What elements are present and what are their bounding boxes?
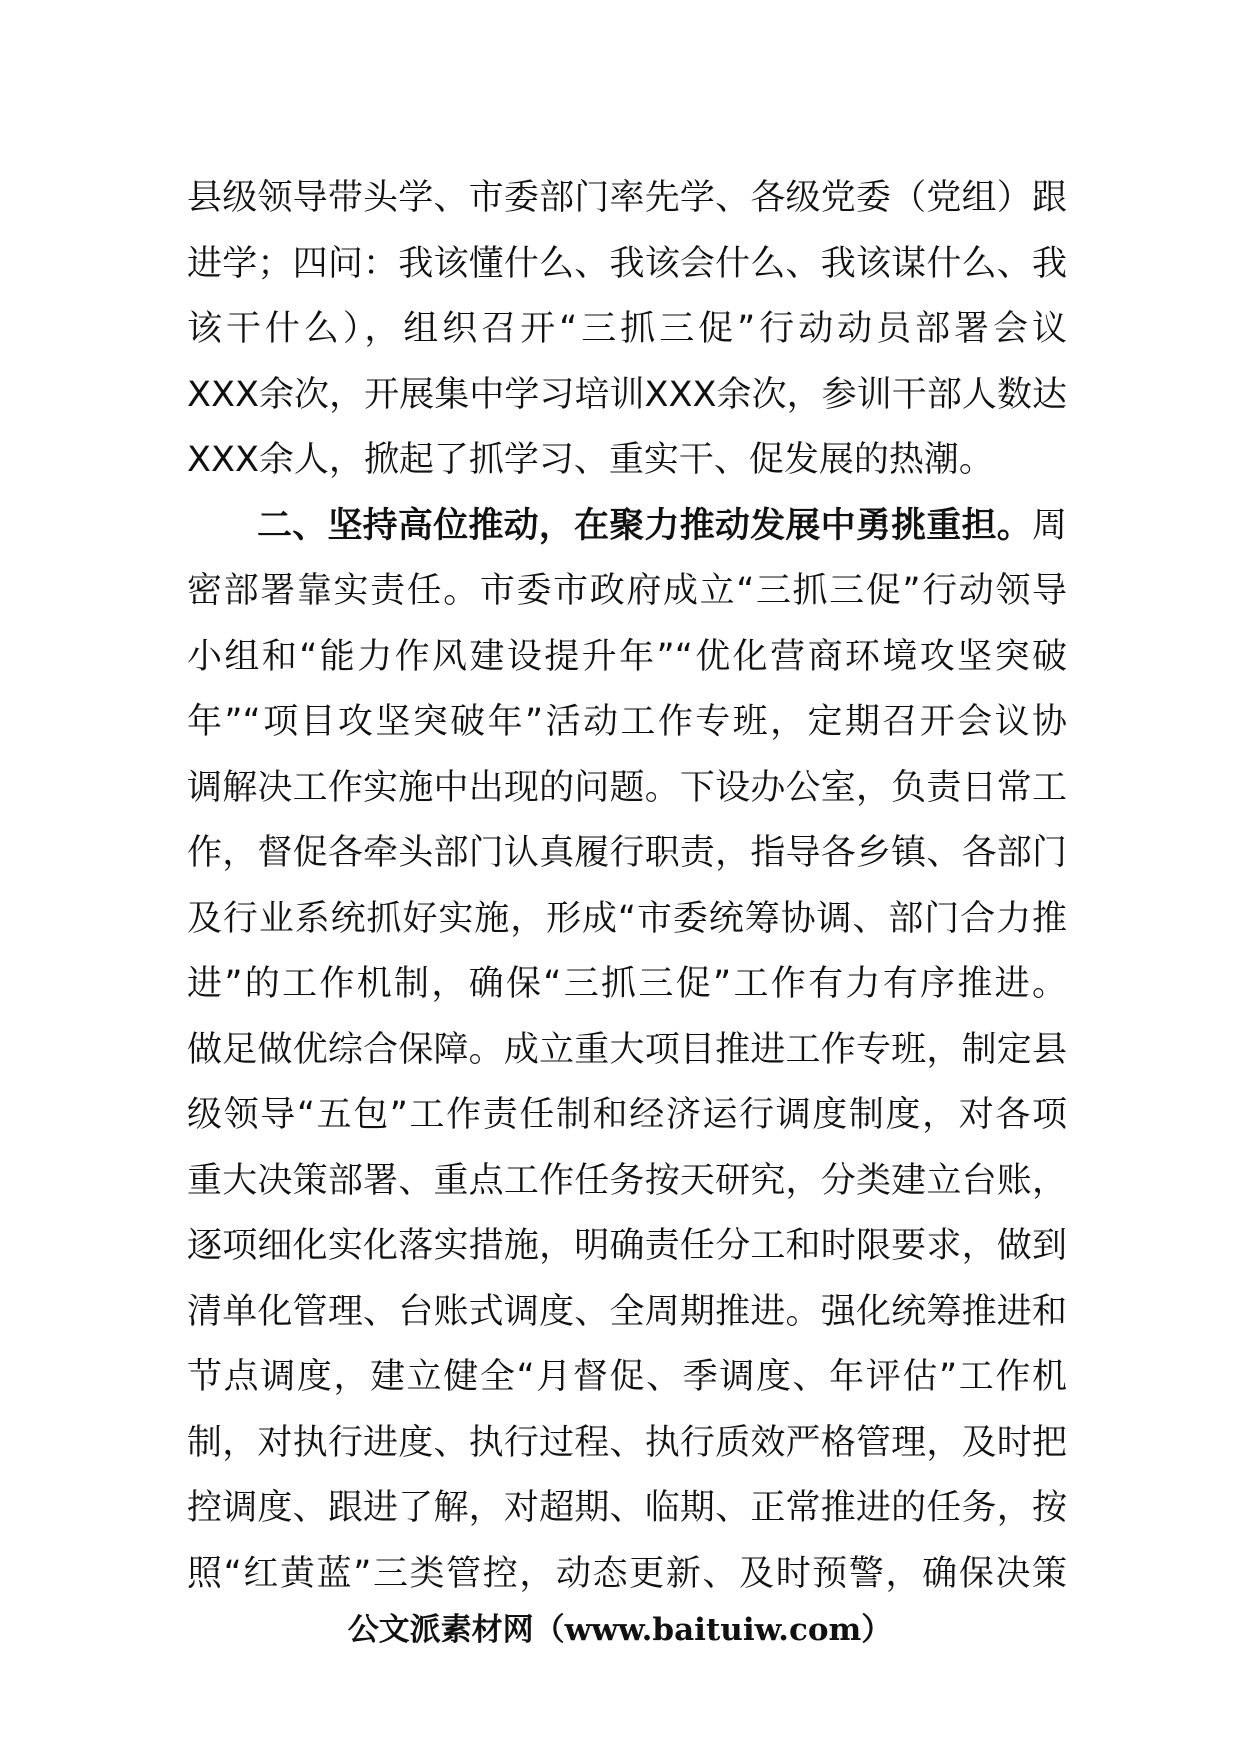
paragraph-line: 密部署靠实责任。市委市政府成立“三抓三促”行动领导 bbox=[187, 571, 1067, 611]
paragraph-line: 做足做优综合保障。成立重大项目推进工作专班，制定县 bbox=[187, 1029, 1067, 1070]
paragraph-line: 县级领导带头学、市委部门率先学、各级党委（党组）跟 bbox=[187, 178, 1067, 218]
paragraph-line: XXX余人，掀起了抓学习、重实干、促发展的热潮。 bbox=[187, 440, 994, 480]
paragraph-line: 制，对执行进度、执行过程、执行质效严格管理，及时把 bbox=[187, 1422, 1067, 1463]
paragraph-line: 作，督促各牵头部门认真履行职责，指导各乡镇、各部门 bbox=[187, 833, 1067, 873]
paragraph-line: 调解决工作实施中出现的问题。下设办公室，负责日常工 bbox=[187, 767, 1067, 808]
paragraph-line: 小组和“能力作风建设提升年”“优化营商环境攻坚突破 bbox=[187, 636, 1067, 677]
paragraph-line: 进”的工作机制，确保“三抓三促”工作有力有序推进。 bbox=[187, 964, 1067, 1004]
section-heading-line bbox=[187, 494, 1067, 560]
paragraph-line: 年”“项目攻坚突破年”活动工作专班，定期召开会议协 bbox=[187, 702, 1067, 742]
section-heading: 二、坚持高位推动，在聚力推动发展中勇挑重担。 bbox=[257, 505, 1032, 546]
paragraph-line: 节点调度，建立健全“月督促、季调度、年评估”工作机 bbox=[187, 1357, 1067, 1397]
paragraph-line: 重大决策部署、重点工作任务按天研究，分类建立台账， bbox=[187, 1160, 1067, 1201]
paragraph-line: 逐项细化实化落实措施，明确责任分工和时限要求，做到 bbox=[187, 1226, 1067, 1266]
paragraph-line: 及行业系统抓好实施，形成“市委统筹协调、部门合力推 bbox=[187, 898, 1067, 939]
paragraph-line: XXX余次，开展集中学习培训XXX余次，参训干部人数达 bbox=[187, 374, 1067, 415]
paragraph-text: 周 bbox=[1031, 505, 1067, 546]
paragraph-line: 清单化管理、台账式调度、全周期推进。强化统筹推进和 bbox=[187, 1291, 1067, 1332]
paragraph-line: 级领导“五包”工作责任制和经济运行调度制度，对各项 bbox=[187, 1095, 1067, 1135]
paragraph-line: 进学；四问：我该懂什么、我该会什么、我该谋什么、我 bbox=[187, 243, 1067, 284]
paragraph-line: 照“红黄蓝”三类管控，动态更新、及时预警，确保决策 bbox=[187, 1553, 1067, 1594]
paragraph-line: 该干什么），组织召开“三抓三促”行动动员部署会议 bbox=[187, 309, 1067, 349]
document-body bbox=[187, 166, 1067, 1607]
page-footer: 公文派素材网（www.baituiw.com） bbox=[347, 1612, 893, 1648]
paragraph-line: 控调度、跟进了解，对超期、临期、正常推进的任务，按 bbox=[187, 1488, 1067, 1528]
